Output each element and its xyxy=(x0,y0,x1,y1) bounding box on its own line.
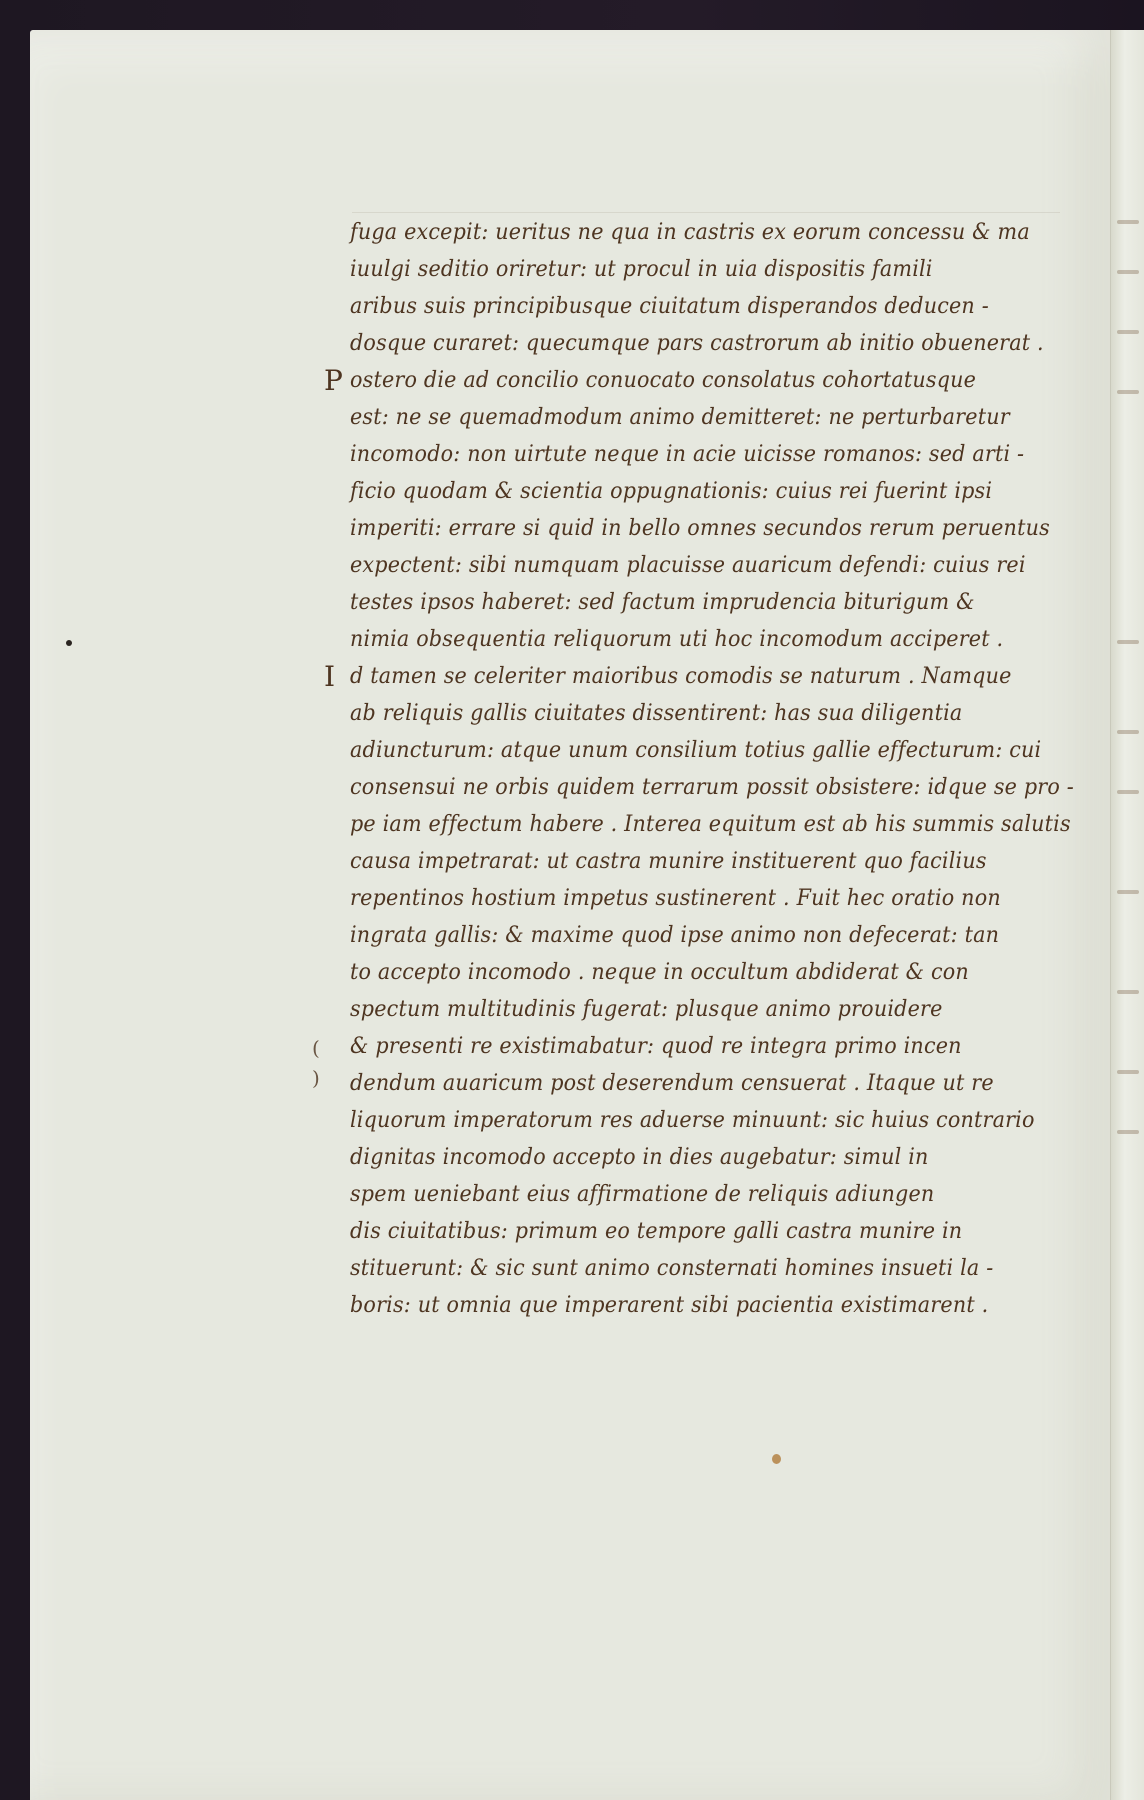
margin-mark: ) xyxy=(312,1066,320,1090)
text-line: incomodo: non uirtute neque in acie uicisse romanos: sed arti - xyxy=(350,441,1025,467)
text-line: fuga excepit: ueritus ne qua in castris ex eorum concessu & ma xyxy=(350,219,1030,245)
text-line: dendum auaricum post deserendum censuerat . Itaque ut re xyxy=(350,1070,994,1096)
text-line: causa impetrarat: ut castra munire instituerent quo facilius xyxy=(350,848,987,874)
text-line: to accepto incomodo . neque in occultum abdiderat & con xyxy=(350,959,969,985)
text-line: ostero die ad concilio conuocato consolatus cohortatusque xyxy=(350,367,977,393)
text-line: est: ne se quemadmodum animo demitteret: ne perturbaretur xyxy=(350,404,1010,430)
initial-letter-p: P xyxy=(324,364,343,397)
initial-letter-i: I xyxy=(324,660,336,693)
margin-mark: ( xyxy=(312,1036,320,1060)
text-line: expectent: sibi numquam placuisse auaricum defendi: cuius rei xyxy=(350,552,1026,578)
manuscript-text xyxy=(350,214,1074,1324)
text-line: ab reliquis gallis ciuitates dissentirent: has sua diligentia xyxy=(350,700,963,726)
text-line: pe iam effectum habere . Interea equitum est ab his summis salutis xyxy=(350,811,1071,837)
text-line: ingrata gallis: & maxime quod ipse animo non defecerat: tan xyxy=(350,922,1000,948)
text-line: adiuncturum: atque unum consilium totius gallie effecturum: cui xyxy=(350,737,1042,763)
text-line: dis ciuitatibus: primum eo tempore galli castra munire in xyxy=(350,1218,963,1244)
text-line: testes ipsos haberet: sed factum imprudencia biturigum & xyxy=(350,589,975,615)
text-line: boris: ut omnia que imperarent sibi pacientia existimarent . xyxy=(350,1292,989,1318)
text-line: d tamen se celeriter maioribus comodis se naturum . Namque xyxy=(350,663,1012,689)
text-line: aribus suis principibusque ciuitatum disperandos deducen - xyxy=(350,293,989,319)
text-line: imperiti: errare si quid in bello omnes secundos rerum peruentus xyxy=(350,515,1050,541)
stain-spot xyxy=(772,1454,781,1464)
text-line: consensui ne orbis quidem terrarum possit obsistere: idque se pro - xyxy=(350,774,1074,800)
adjacent-page-edge xyxy=(1110,30,1144,1800)
text-line: dignitas incomodo accepto in dies augebatur: simul in xyxy=(350,1144,929,1170)
text-line: repentinos hostium impetus sustinerent . Fuit hec oratio non xyxy=(350,885,1001,911)
text-line: spem ueniebant eius affirmatione de reliquis adiungen xyxy=(350,1181,935,1207)
text-line: iuulgi seditio oriretur: ut procul in uia dispositis famili xyxy=(350,256,933,282)
text-line: liquorum imperatorum res aduerse minuunt: sic huius contrario xyxy=(350,1107,1035,1133)
text-line: ficio quodam & scientia oppugnationis: cuius rei fuerint ipsi xyxy=(350,478,993,504)
text-line: & presenti re existimabatur: quod re integra primo incen xyxy=(350,1033,962,1059)
text-line: stituerunt: & sic sunt animo consternati homines insueti la - xyxy=(350,1255,994,1281)
text-line: nimia obsequentia reliquorum uti hoc incomodum acciperet . xyxy=(350,626,1004,652)
text-line: dosque curaret: quecumque pars castrorum ab initio obuenerat . xyxy=(350,330,1044,356)
text-line: spectum multitudinis fugerat: plusque animo prouidere xyxy=(350,996,943,1022)
ink-spot xyxy=(66,640,72,646)
